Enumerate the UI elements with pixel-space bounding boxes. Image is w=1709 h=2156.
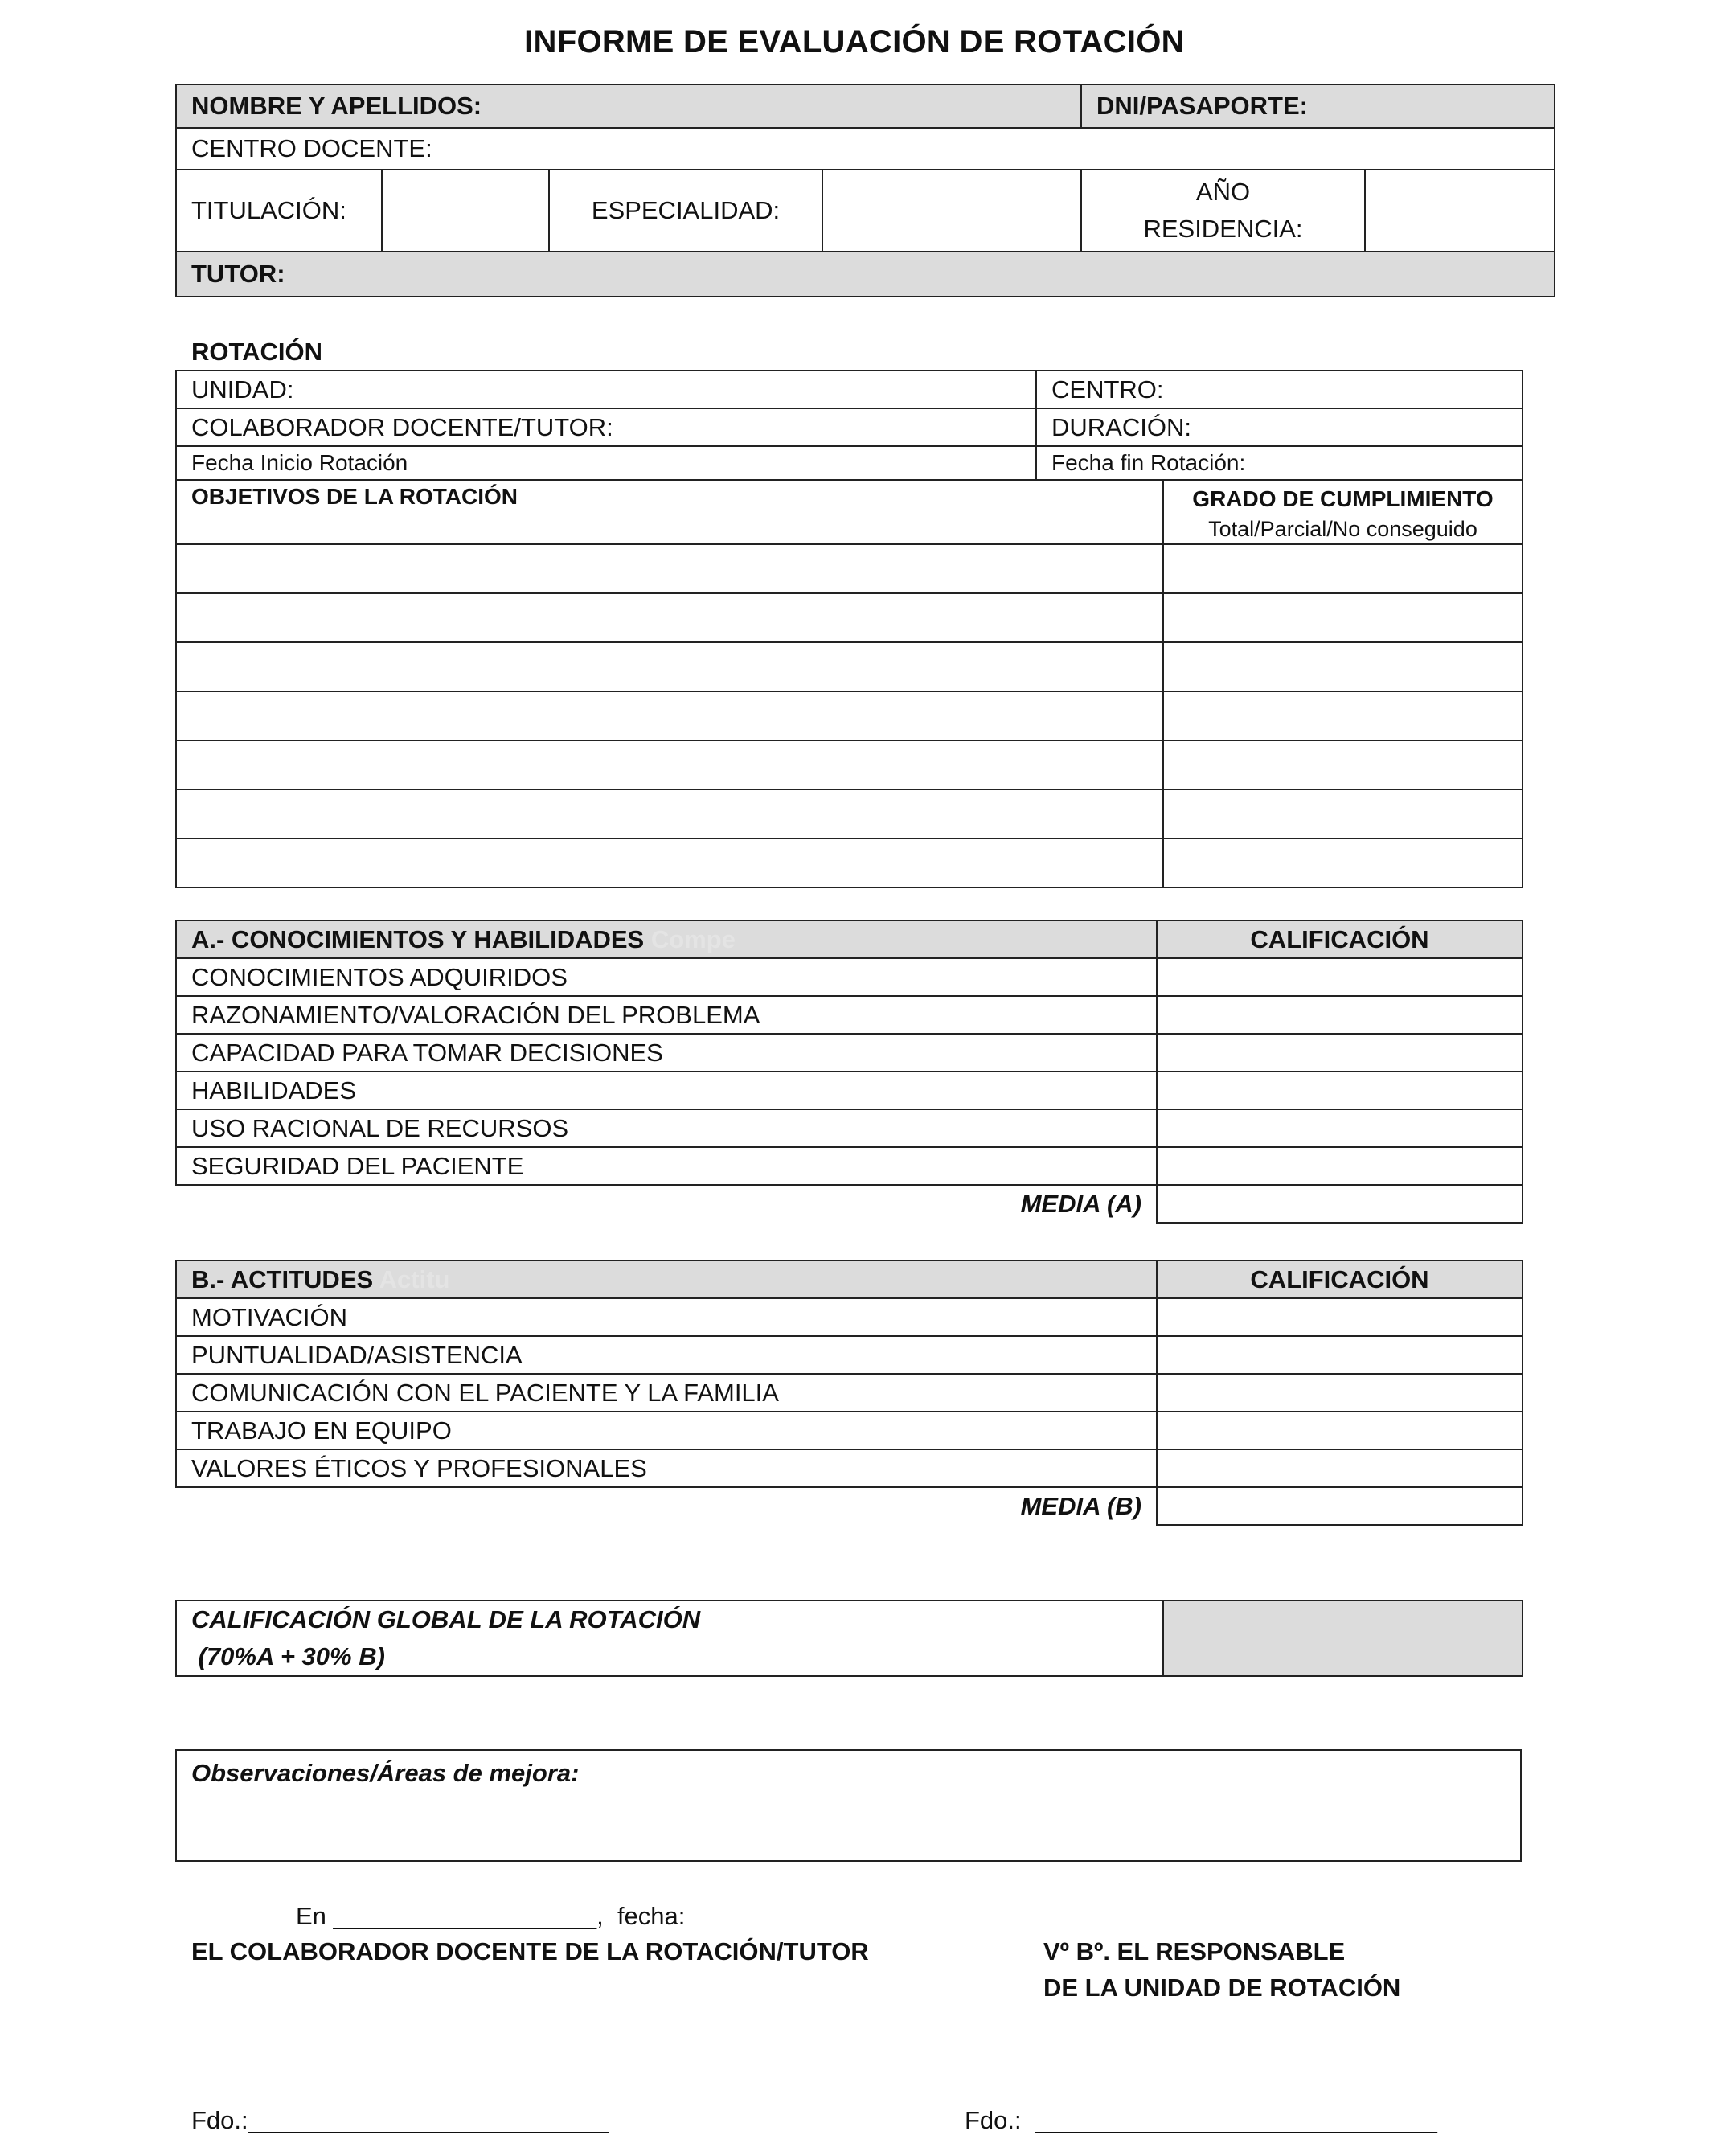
titulacion-label: TITULACIÓN: [176, 170, 382, 252]
seccion-b-score[interactable] [1157, 1412, 1523, 1449]
seccion-a-table [175, 920, 1523, 1224]
centro-label: CENTRO: [1036, 371, 1523, 408]
seccion-b-ghost-text: Actitu [379, 1264, 450, 1293]
media-b-label: MEDIA (B) [176, 1487, 1157, 1525]
duracion-label: DURACIÓN: [1036, 408, 1523, 446]
seccion-a-item: CONOCIMIENTOS ADQUIRIDOS [176, 958, 1157, 996]
unidad-label: UNIDAD: [176, 371, 1036, 408]
seccion-b-item: PUNTUALIDAD/ASISTENCIA [176, 1336, 1157, 1374]
objetivos-table [175, 479, 1523, 888]
global-label [176, 1601, 1163, 1676]
seccion-a-score[interactable] [1157, 1109, 1523, 1147]
page-title: INFORME DE EVALUACIÓN DE ROTACIÓN [524, 24, 1185, 59]
objetivos-label: OBJETIVOS DE LA ROTACIÓN [176, 480, 1163, 544]
objetivo-row-cell[interactable] [176, 838, 1163, 887]
seccion-b-item: VALORES ÉTICOS Y PROFESIONALES [176, 1449, 1157, 1487]
grado-label: GRADO DE CUMPLIMIENTO [1192, 486, 1494, 511]
objetivo-row-cell[interactable] [176, 789, 1163, 838]
observaciones-table [175, 1749, 1522, 1862]
especialidad-label: ESPECIALIDAD: [549, 170, 822, 252]
en-fecha-line: En ___________________, fecha: [296, 1902, 686, 1930]
grado-sub: Total/Parcial/No conseguido [1208, 517, 1477, 541]
grado-header [1163, 480, 1523, 544]
rotacion-info-table [175, 370, 1523, 481]
seccion-a-heading [176, 920, 1157, 958]
grado-row-cell[interactable] [1163, 789, 1523, 838]
seccion-b-item: COMUNICACIÓN CON EL PACIENTE Y LA FAMILIA [176, 1374, 1157, 1412]
media-a-label: MEDIA (A) [176, 1185, 1157, 1223]
seccion-a-calificacion-label: CALIFICACIÓN [1157, 920, 1523, 958]
seccion-a-item: USO RACIONAL DE RECURSOS [176, 1109, 1157, 1147]
rotacion-heading: ROTACIÓN [191, 338, 323, 366]
vb-line1: Vº Bº. EL RESPONSABLE [1043, 1937, 1346, 1965]
tutor-label: TUTOR: [176, 252, 1555, 297]
grado-row-cell[interactable] [1163, 642, 1523, 691]
grado-row-cell[interactable] [1163, 691, 1523, 740]
seccion-b-table [175, 1260, 1523, 1526]
seccion-a-item: CAPACIDAD PARA TOMAR DECISIONES [176, 1034, 1157, 1072]
global-label-line1: CALIFICACIÓN GLOBAL DE LA ROTACIÓN [191, 1605, 701, 1633]
seccion-a-score[interactable] [1157, 1072, 1523, 1109]
dni-label: DNI/PASAPORTE: [1081, 84, 1555, 128]
objetivo-row-cell[interactable] [176, 740, 1163, 789]
fdo-right[interactable]: Fdo.: _____________________________ [965, 2106, 1437, 2134]
observaciones-label: Observaciones/Áreas de mejora: [191, 1759, 580, 1787]
colaborador-label: COLABORADOR DOCENTE/TUTOR: [176, 408, 1036, 446]
titulacion-value[interactable] [382, 170, 549, 252]
vb-line2: DE LA UNIDAD DE ROTACIÓN [1043, 1974, 1401, 2002]
grado-row-cell[interactable] [1163, 544, 1523, 593]
global-label-line2: (70%A + 30% B) [191, 1642, 385, 1670]
seccion-b-score[interactable] [1157, 1298, 1523, 1336]
seccion-b-heading [176, 1260, 1157, 1298]
grado-row-cell[interactable] [1163, 593, 1523, 642]
grado-row-cell[interactable] [1163, 740, 1523, 789]
nombre-label: NOMBRE Y APELLIDOS: [176, 84, 1081, 128]
anio-residencia-value[interactable] [1365, 170, 1555, 252]
seccion-b-calificacion-label: CALIFICACIÓN [1157, 1260, 1523, 1298]
header-table [175, 84, 1555, 297]
media-a-value[interactable] [1157, 1185, 1523, 1223]
colaborador-firma-label: EL COLABORADOR DOCENTE DE LA ROTACIÓN/TUTOR [191, 1937, 869, 1965]
grado-row-cell[interactable] [1163, 838, 1523, 887]
anio-residencia-label [1081, 170, 1365, 252]
especialidad-value[interactable] [822, 170, 1081, 252]
global-table [175, 1600, 1523, 1677]
seccion-b-item: MOTIVACIÓN [176, 1298, 1157, 1336]
anio-label-line2: RESIDENCIA: [1143, 215, 1303, 243]
seccion-a-score[interactable] [1157, 958, 1523, 996]
centro-docente-label: CENTRO DOCENTE: [176, 128, 1555, 170]
seccion-b-score[interactable] [1157, 1374, 1523, 1412]
media-b-value[interactable] [1157, 1487, 1523, 1525]
seccion-a-item: HABILIDADES [176, 1072, 1157, 1109]
seccion-b-item: TRABAJO EN EQUIPO [176, 1412, 1157, 1449]
fecha-fin-label: Fecha fin Rotación: [1036, 446, 1523, 480]
seccion-a-item: SEGURIDAD DEL PACIENTE [176, 1147, 1157, 1185]
observaciones-field[interactable] [176, 1750, 1521, 1861]
seccion-a-title: A.- CONOCIMIENTOS Y HABILIDADES [191, 924, 645, 953]
global-value[interactable] [1163, 1601, 1523, 1676]
fdo-left[interactable]: Fdo.:__________________________ [191, 2106, 609, 2134]
seccion-b-score[interactable] [1157, 1449, 1523, 1487]
objetivo-row-cell[interactable] [176, 642, 1163, 691]
objetivo-row-cell[interactable] [176, 593, 1163, 642]
objetivo-row-cell[interactable] [176, 691, 1163, 740]
seccion-a-score[interactable] [1157, 1147, 1523, 1185]
anio-label-line1: AÑO [1195, 178, 1251, 206]
seccion-b-score[interactable] [1157, 1336, 1523, 1374]
seccion-a-item: RAZONAMIENTO/VALORACIÓN DEL PROBLEMA [176, 996, 1157, 1034]
objetivo-row-cell[interactable] [176, 544, 1163, 593]
seccion-b-title: B.- ACTITUDES [191, 1264, 374, 1293]
seccion-a-score[interactable] [1157, 996, 1523, 1034]
fecha-inicio-label: Fecha Inicio Rotación [176, 446, 1036, 480]
seccion-a-score[interactable] [1157, 1034, 1523, 1072]
seccion-a-ghost-text: Compe [650, 924, 736, 953]
